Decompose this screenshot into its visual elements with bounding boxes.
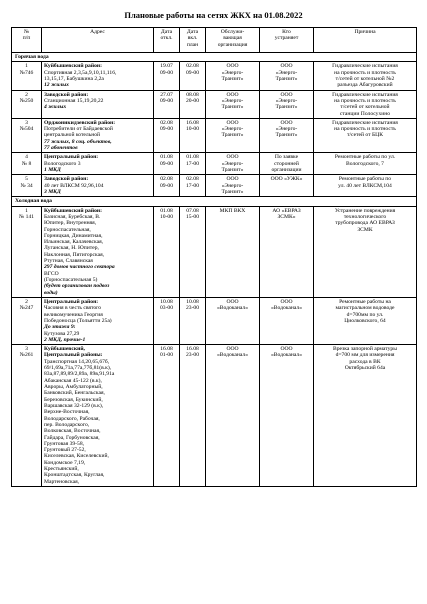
service-org: ООО «Водоканал» [206,297,260,344]
section-title: Холодная вода [12,197,417,206]
header-org: Обслужи- вающая организация [206,28,260,53]
address-cell [42,118,154,153]
date-on: 08.08 20-00 [180,90,206,118]
service-org: ООО «Энерго- Транзит» [206,175,260,197]
fixer-org: ООО «УЖК» [260,175,314,197]
address-text: Базисная, Буребская, В. Юпитер, Внутренняя, Горноспасательная, Горницкая, Динамитная, Ильинская, Калачевская, Луганская, Н. Юпитер, Наклонная, Пятигорская, Ртутная, Славянская [44,213,105,265]
district-name: Центральный район: [44,154,99,161]
date-off: 01.08 09-00 [154,153,180,175]
address-cell [42,345,154,487]
date-off: 16.08 01-00 [154,345,180,487]
date-off: 19.07 09-00 [154,62,180,90]
district-name: Куйбышевский, [44,346,85,353]
row-number: 2 №250 [12,90,42,118]
date-on: 01.08 17-00 [180,153,206,175]
table-row [12,62,417,90]
date-on: 02.08 09-00 [180,62,206,90]
date-on: 10.08 23-00 [180,297,206,344]
service-org: ООО «Водоканал» [206,345,260,487]
date-off: 27.07 09-00 [154,90,180,118]
page-title: Плановые работы на сетях ЖКХ на 01.08.2022 [124,10,303,20]
table-body [12,53,417,487]
fixer-org: ООО «Водоканал» [260,297,314,344]
row-number: 2 №247 [12,297,42,344]
service-org: ООО «Энерго- Транзит» [206,62,260,90]
address-note: (будет организован подвоз воды) [44,283,110,296]
row-number: 4 № 8 [12,153,42,175]
reason: Гидравлические испытания на прочность и плотность т/сетей от котельной №2 разъезда Абагуровский [314,62,417,90]
address-text: Вологодского 3 [44,160,81,167]
address-text: Спортивная 2,3,5а,9,10,11,116, 13,15,17, Бабушкина 2,2а [44,69,117,82]
district-name: Центральный районы: [44,352,103,359]
address-note: 297 домов частного сектора [44,264,115,271]
table-row [12,90,417,118]
reason: Ремонтные работы по ул. Вологодского, 7 [314,153,417,175]
service-org: ООО «Энерго- Транзит» [206,153,260,175]
date-off: 02.08 09-00 [154,118,180,153]
fixer-org: ООО «Энерго- Транзит» [260,62,314,90]
address-note: 4 жилых [44,104,67,111]
address-text: 40 лет ВЛКСМ 92,96,104 [44,182,104,189]
table-header-row [12,28,417,53]
address-cell [42,90,154,118]
fixer-org: ООО «Энерго- Транзит» [260,90,314,118]
address-note: 2 МКД, прочие-1 [44,336,86,343]
address-cell [42,62,154,90]
address-text: Часовня в честь святого великомученика Георгия Победоносца (Тольятти 25а) [44,305,112,324]
header-reason: Причина [314,28,417,53]
date-on: 16.08 10-00 [180,118,206,153]
address-cell [42,206,154,297]
address-text: Потребители от Байдаевской центральной котельной [44,126,113,139]
date-on: 07.08 15-00 [180,206,206,297]
table-row [12,345,417,487]
district-name: Заводской район: [44,176,89,183]
reason: Ремонтные работы на магистральном водоводе d=700мм по ул. Циолковского, 64 [314,297,417,344]
table-row [12,206,417,297]
address-note: 3 МКД [44,188,61,195]
header-fixer: Кто устраняет [260,28,314,53]
date-on: 02.08 17-00 [180,175,206,197]
district-name: Орджоникидзевский район: [44,119,116,126]
row-number: 1 № 141 [12,206,42,297]
reason: Врезка запорной арматуры d=700 мм для измерения расхода в ВК Октябрьский 64а [314,345,417,487]
date-off: 02.08 09-00 [154,175,180,197]
row-number: 3 №504 [12,118,42,153]
service-org: МКП ВКХ [206,206,260,297]
fixer-org: АО «ЕВРАЗ ЗСМК» [260,206,314,297]
header-date-on: Дата вкл. план [180,28,206,53]
table-row [12,153,417,175]
address-cell [42,297,154,344]
reason: Ремонтные работы по ул. 40 лет ВЛКСМ,104 [314,175,417,197]
row-number: 5 № 34 [12,175,42,197]
address-text: ВГСО (Горноспасательная 5) [44,270,98,283]
header-date-off: Дата откл. [154,28,180,53]
date-on: 16.08 23-00 [180,345,206,487]
date-off: 01.08 10-00 [154,206,180,297]
address-note: 1 МКД [44,167,61,173]
table-row [12,297,417,344]
section-header-row [12,53,417,62]
row-number: 3 №261 [12,345,42,487]
table-row [12,175,417,197]
reason: Гидравлические испытания на прочность и плотность т/сетей от БЦК [314,118,417,153]
fixer-org: ООО «Энерго- Транзит» [260,118,314,153]
district-name: Заводской район: [44,91,89,98]
planned-works-table [11,27,417,487]
district-name: Центральный район: [44,298,99,305]
address-text: Станционная 15,19,20,22 [44,97,104,104]
address-cell [42,175,154,197]
service-org: ООО «Энерго- Транзит» [206,118,260,153]
address-note: 12 жилых [44,82,69,89]
table-row [12,118,417,153]
district-name: Куйбышевский район: [44,207,102,214]
address-note: До этажа 9: [44,324,76,331]
service-org: ООО «Энерго- Транзит» [206,90,260,118]
address-text: Транспортная 14,20,65,67б, 69/1,69а,71а,77а,77б,81(в.к), 83а,87,89,89/2,89а, 89в,91,91а Абаканская 45-122 (в.к), Авроры, Амбулаторный, Банковский, Бенгальская, Березовская, Букинский, Варшавская 32-129 (в.к), Верхне-Восточная, Володарского, Рабочая, пер. Володарского, Волковская, Восточная, Гайдара, Горбуновская, Грунтовая 39-58, Грунтовый 27-52, Киселевская, Киселевский, Кондомское 7,19, Крестьянский, Кронштадтская, Круглая, Мартеновская, [44,358,115,485]
district-name: Куйбышевский район: [44,63,102,70]
header-address: Адрес [42,28,154,53]
header-num: № п/п [12,28,42,53]
row-number: 1 №746 [12,62,42,90]
address-note: 77 жилых, 8 соц. объектов, 77 абонентов [44,138,112,152]
address-cell [42,153,154,175]
reason: Гидравлические испытания на прочность и плотность т/сетей от котельной станции Полосухино [314,90,417,118]
fixer-org: ООО «Водоканал» [260,345,314,487]
reason: Устранение повреждения технологического трубопровода АО ЕВРАЗ ЗСМК [314,206,417,297]
fixer-org: По заявке сторонней организации [260,153,314,175]
address-text: Кутузова 27,29 [44,330,80,337]
section-header-row [12,197,417,206]
section-title: Горячая вода [12,53,417,62]
date-off: 10.08 03-00 [154,297,180,344]
